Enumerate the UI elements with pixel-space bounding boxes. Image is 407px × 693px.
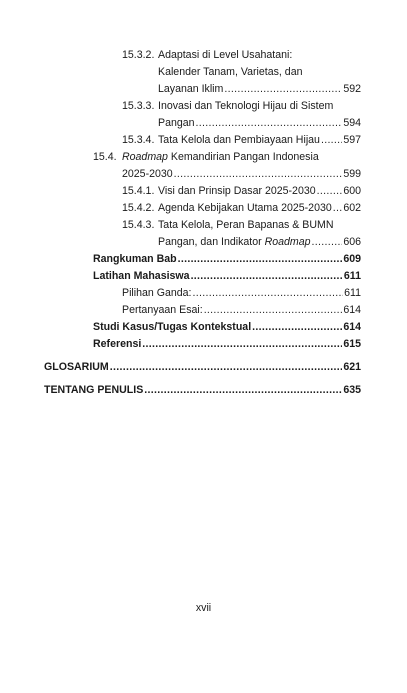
- toc-entry-title: Latihan Mahasiswa: [93, 270, 190, 282]
- toc-entry-15-4-3-end[interactable]: [158, 234, 361, 250]
- toc-entry-title: Inovasi dan Teknologi Hijau di Sistem: [158, 100, 334, 112]
- toc-entry-title: 2025-2030: [122, 168, 173, 180]
- toc-entry-15-4-3[interactable]: [122, 217, 333, 233]
- toc-page-number: 606: [343, 236, 361, 248]
- toc-entry-number: 15.4.1.: [122, 185, 155, 197]
- toc-entry-title-italic: Roadmap: [264, 236, 311, 248]
- toc-entry-title: GLOSARIUM: [44, 361, 109, 373]
- toc-entry-title: Layanan Iklim: [158, 83, 224, 95]
- toc-entry-15-4-1[interactable]: [122, 183, 361, 199]
- toc-entry-studi-kasus[interactable]: [93, 319, 361, 335]
- toc-page-number: 602: [343, 202, 361, 214]
- toc-entry-rangkuman-bab[interactable]: [93, 251, 361, 267]
- toc-entry-15-3-3[interactable]: [122, 98, 333, 114]
- toc-page-number: 599: [343, 168, 361, 180]
- toc-entry-title: Pertanyaan Esai:: [122, 304, 203, 316]
- toc-entry-title: Pangan: [158, 117, 195, 129]
- toc-entry-title: Tata Kelola dan Pembiayaan Hijau: [158, 134, 320, 146]
- toc-page-number: 609: [343, 253, 361, 265]
- toc-page-number: 597: [343, 134, 361, 146]
- toc-entry-15-4[interactable]: [93, 149, 319, 165]
- page-number: xvii: [195, 602, 212, 614]
- toc-entry-15-3-2-cont: [158, 64, 302, 80]
- toc-page-number: 600: [343, 185, 361, 197]
- toc-page-number: 611: [343, 270, 361, 282]
- toc-entry-title: TENTANG PENULIS: [44, 384, 144, 396]
- toc-entry-tentang-penulis[interactable]: [44, 382, 361, 398]
- toc-entry-title: Kalender Tanam, Varietas, dan: [158, 66, 303, 78]
- toc-entry-title: Tata Kelola, Peran Bapanas & BUMN: [158, 219, 334, 231]
- toc-entry-number: 15.3.4.: [122, 134, 155, 146]
- leader-dots: [333, 200, 343, 216]
- toc-entry-pilihan-ganda[interactable]: [122, 285, 361, 301]
- toc-entry-15-4-2[interactable]: [122, 200, 361, 216]
- toc-page-number: 594: [343, 117, 361, 129]
- toc-page-number: 621: [343, 361, 361, 373]
- toc-entry-title: Visi dan Prinsip Dasar 2025-2030: [158, 185, 316, 197]
- leader-dots: [224, 81, 342, 97]
- toc-page-number: 615: [343, 338, 361, 350]
- leader-dots: [174, 166, 343, 182]
- toc-entry-15-3-2-end[interactable]: [158, 81, 361, 97]
- leader-dots: [196, 115, 343, 131]
- toc-entry-latihan-mahasiswa[interactable]: [93, 268, 361, 284]
- leader-dots: [193, 285, 344, 301]
- leader-dots: [144, 382, 342, 398]
- toc-entry-title: Adaptasi di Level Usahatani:: [158, 49, 293, 61]
- toc-entry-number: 15.4.: [93, 151, 117, 163]
- toc-entry-title: Pangan, dan Indikator: [158, 236, 265, 248]
- leader-dots: [110, 359, 343, 375]
- toc-entry-number: 15.3.3.: [122, 100, 155, 112]
- toc-entry-15-4-end[interactable]: [122, 166, 361, 182]
- leader-dots: [252, 319, 342, 335]
- toc-page-number: 614: [343, 304, 361, 316]
- toc-entry-15-3-4[interactable]: [122, 132, 361, 148]
- leader-dots: [178, 251, 343, 267]
- toc-entry-number: 15.4.3.: [122, 219, 155, 231]
- toc-entry-glosarium[interactable]: [44, 359, 361, 375]
- toc-entry-title: Kemandirian Pangan Indonesia: [167, 151, 319, 163]
- toc-entry-15-3-3-end[interactable]: [158, 115, 361, 131]
- leader-dots: [142, 336, 342, 352]
- toc-entry-title-italic: Roadmap: [122, 151, 168, 163]
- toc-page-number: 635: [343, 384, 361, 396]
- leader-dots: [312, 234, 343, 250]
- toc-entry-title: Studi Kasus/Tugas Kontekstual: [93, 321, 252, 333]
- toc-entry-number: 15.4.2.: [122, 202, 155, 214]
- toc-entry-title: Agenda Kebijakan Utama 2025-2030: [158, 202, 332, 214]
- toc-entry-pertanyaan-esai[interactable]: [122, 302, 361, 318]
- leader-dots: [317, 183, 343, 199]
- leader-dots: [191, 268, 343, 284]
- toc-entry-title: Referensi: [93, 338, 142, 350]
- toc-page-number: 614: [343, 321, 361, 333]
- toc-page-number: 611: [344, 287, 361, 299]
- toc-entry-referensi[interactable]: [93, 336, 361, 352]
- toc-entry-15-3-2[interactable]: [122, 47, 292, 63]
- toc-entry-title: Rangkuman Bab: [93, 253, 177, 265]
- toc-entry-number: 15.3.2.: [122, 49, 155, 61]
- leader-dots: [204, 302, 343, 318]
- leader-dots: [321, 132, 342, 148]
- toc-entry-title: Pilihan Ganda:: [122, 287, 192, 299]
- toc-page-number: 592: [343, 83, 361, 95]
